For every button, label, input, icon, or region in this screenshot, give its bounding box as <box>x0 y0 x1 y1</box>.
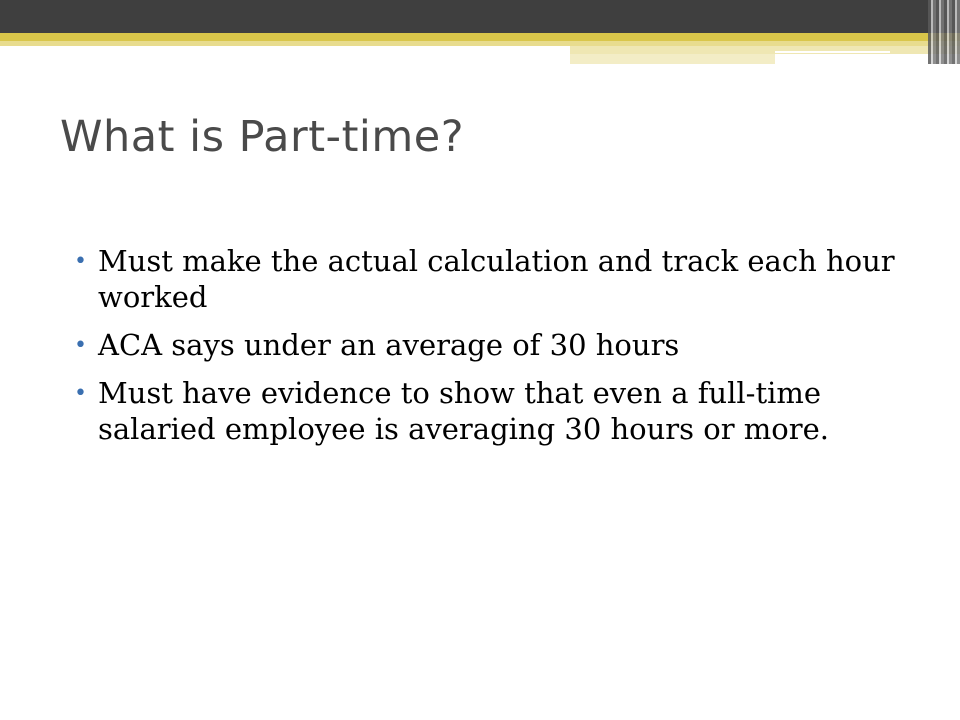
header-band-dark <box>0 0 960 33</box>
bullet-icon: • <box>74 249 87 274</box>
header-band-gold-pale <box>570 46 960 54</box>
header-band-gold-palest <box>570 54 775 64</box>
bullet-icon: • <box>74 380 87 406</box>
header-edge-stripes <box>928 0 960 64</box>
slide-title: What is Part-time? <box>60 112 465 162</box>
bullet-item <box>74 244 904 316</box>
bullet-item <box>74 328 904 364</box>
bullet-text: Must have evidence to show that even a full-time salaried employee is averaging 30 hours or more. <box>98 375 830 446</box>
bullet-text: Must make the actual calculation and track each hour worked <box>98 244 895 314</box>
bullet-list <box>74 244 904 460</box>
bullet-text: ACA says under an average of 30 hours <box>98 327 680 362</box>
bullet-icon: • <box>74 332 87 358</box>
header-band-gold <box>0 33 960 41</box>
bullet-item <box>74 376 904 448</box>
header-accent-line <box>775 51 890 53</box>
